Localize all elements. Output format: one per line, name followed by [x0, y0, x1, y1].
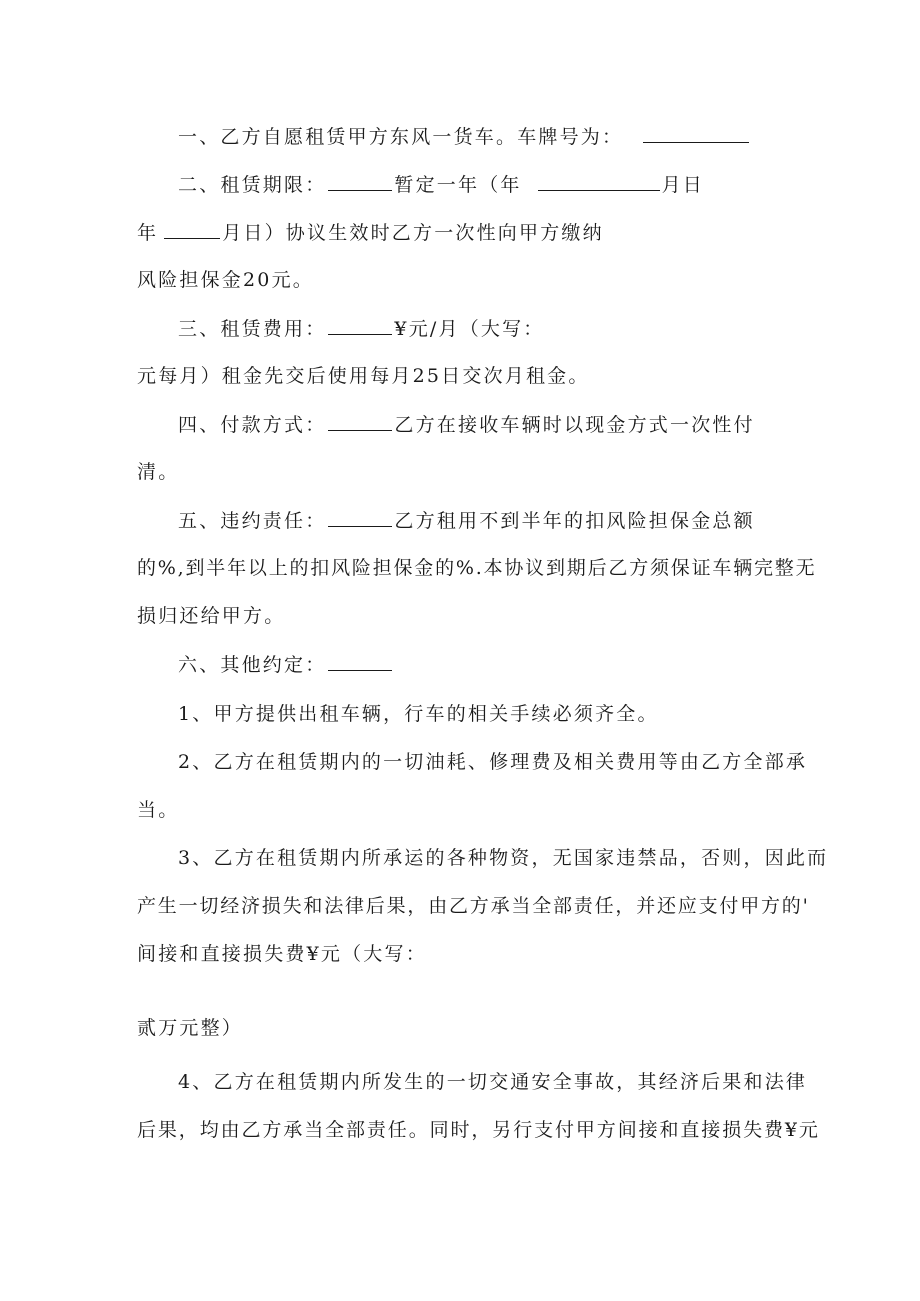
clause-3: [178, 316, 545, 341]
item-2-line-2: 当。: [137, 799, 180, 821]
other-terms-blank: [328, 652, 392, 671]
start-date-blank: [538, 172, 660, 191]
payment-blank: [328, 412, 392, 431]
clause-5-line-2: 的%,到半年以上的扣风险担保金的%.本协议到期后乙方须保证车辆完整无: [137, 557, 817, 579]
end-date-blank: [164, 220, 220, 239]
clause-1-text: 一、乙方自愿租赁甲方东风一货车。车牌号为：: [178, 126, 624, 148]
clause-5-line-3: 损归还给甲方。: [137, 605, 286, 627]
clause-2-text: 暂定一年（年: [394, 174, 522, 196]
item-4-line-2: 后果，均由乙方承当全部责任。同时，另行支付甲方间接和直接损失费¥元: [137, 1119, 820, 1141]
plate-number-blank: [643, 124, 749, 143]
year-label: 年: [137, 222, 159, 244]
clause-2-line-2-text: 月日）协议生效时乙方一次性向甲方缴纳: [222, 222, 604, 244]
item-3: 3、乙方在租赁期内所承运的各种物资，无国家违禁品，否则，因此而: [178, 847, 829, 869]
fee-blank: [328, 316, 392, 335]
clause-5-label: 五、违约责任：: [178, 510, 327, 532]
clause-4: [178, 412, 755, 437]
clause-3-text: ¥元/月（大写：: [394, 318, 545, 340]
clause-2-line-3: 风险担保金20元。: [137, 269, 314, 291]
clause-2-label: 二、租赁期限：: [178, 174, 327, 196]
liability-blank: [328, 508, 392, 527]
clause-3-line-2: 元每月）租金先交后使用每月25日交次月租金。: [137, 365, 590, 387]
clause-5-text: 乙方租用不到半年的扣风险担保金总额: [394, 510, 755, 532]
clause-2: [178, 172, 704, 197]
item-3-line-2: 产生一切经济损失和法律后果，由乙方承当全部责任，并还应支付甲方的': [137, 895, 810, 917]
clause-4-line-2: 清。: [137, 461, 180, 483]
item-3-line-3: 间接和直接损失费¥元（大写：: [137, 943, 427, 965]
clause-6: [178, 652, 394, 677]
clause-4-label: 四、付款方式：: [178, 414, 327, 436]
item-4: 4、乙方在租赁期内所发生的一切交通安全事故，其经济后果和法律: [178, 1071, 808, 1093]
clause-3-label: 三、租赁费用：: [178, 318, 327, 340]
clause-5: [178, 508, 755, 533]
clause-4-text: 乙方在接收车辆时以现金方式一次性付: [394, 414, 755, 436]
item-2: 2、乙方在租赁期内的一切油耗、修理费及相关费用等由乙方全部承: [178, 751, 808, 773]
clause-1: [178, 124, 751, 149]
item-1: 1、甲方提供出租车辆，行车的相关手续必须齐全。: [178, 703, 659, 725]
clause-2-line-2: [137, 220, 604, 245]
clause-6-label: 六、其他约定：: [178, 654, 327, 676]
term-blank: [328, 172, 392, 191]
item-3-line-4: 贰万元整）: [137, 1017, 244, 1039]
clause-2-month-day: 月日: [661, 174, 705, 196]
